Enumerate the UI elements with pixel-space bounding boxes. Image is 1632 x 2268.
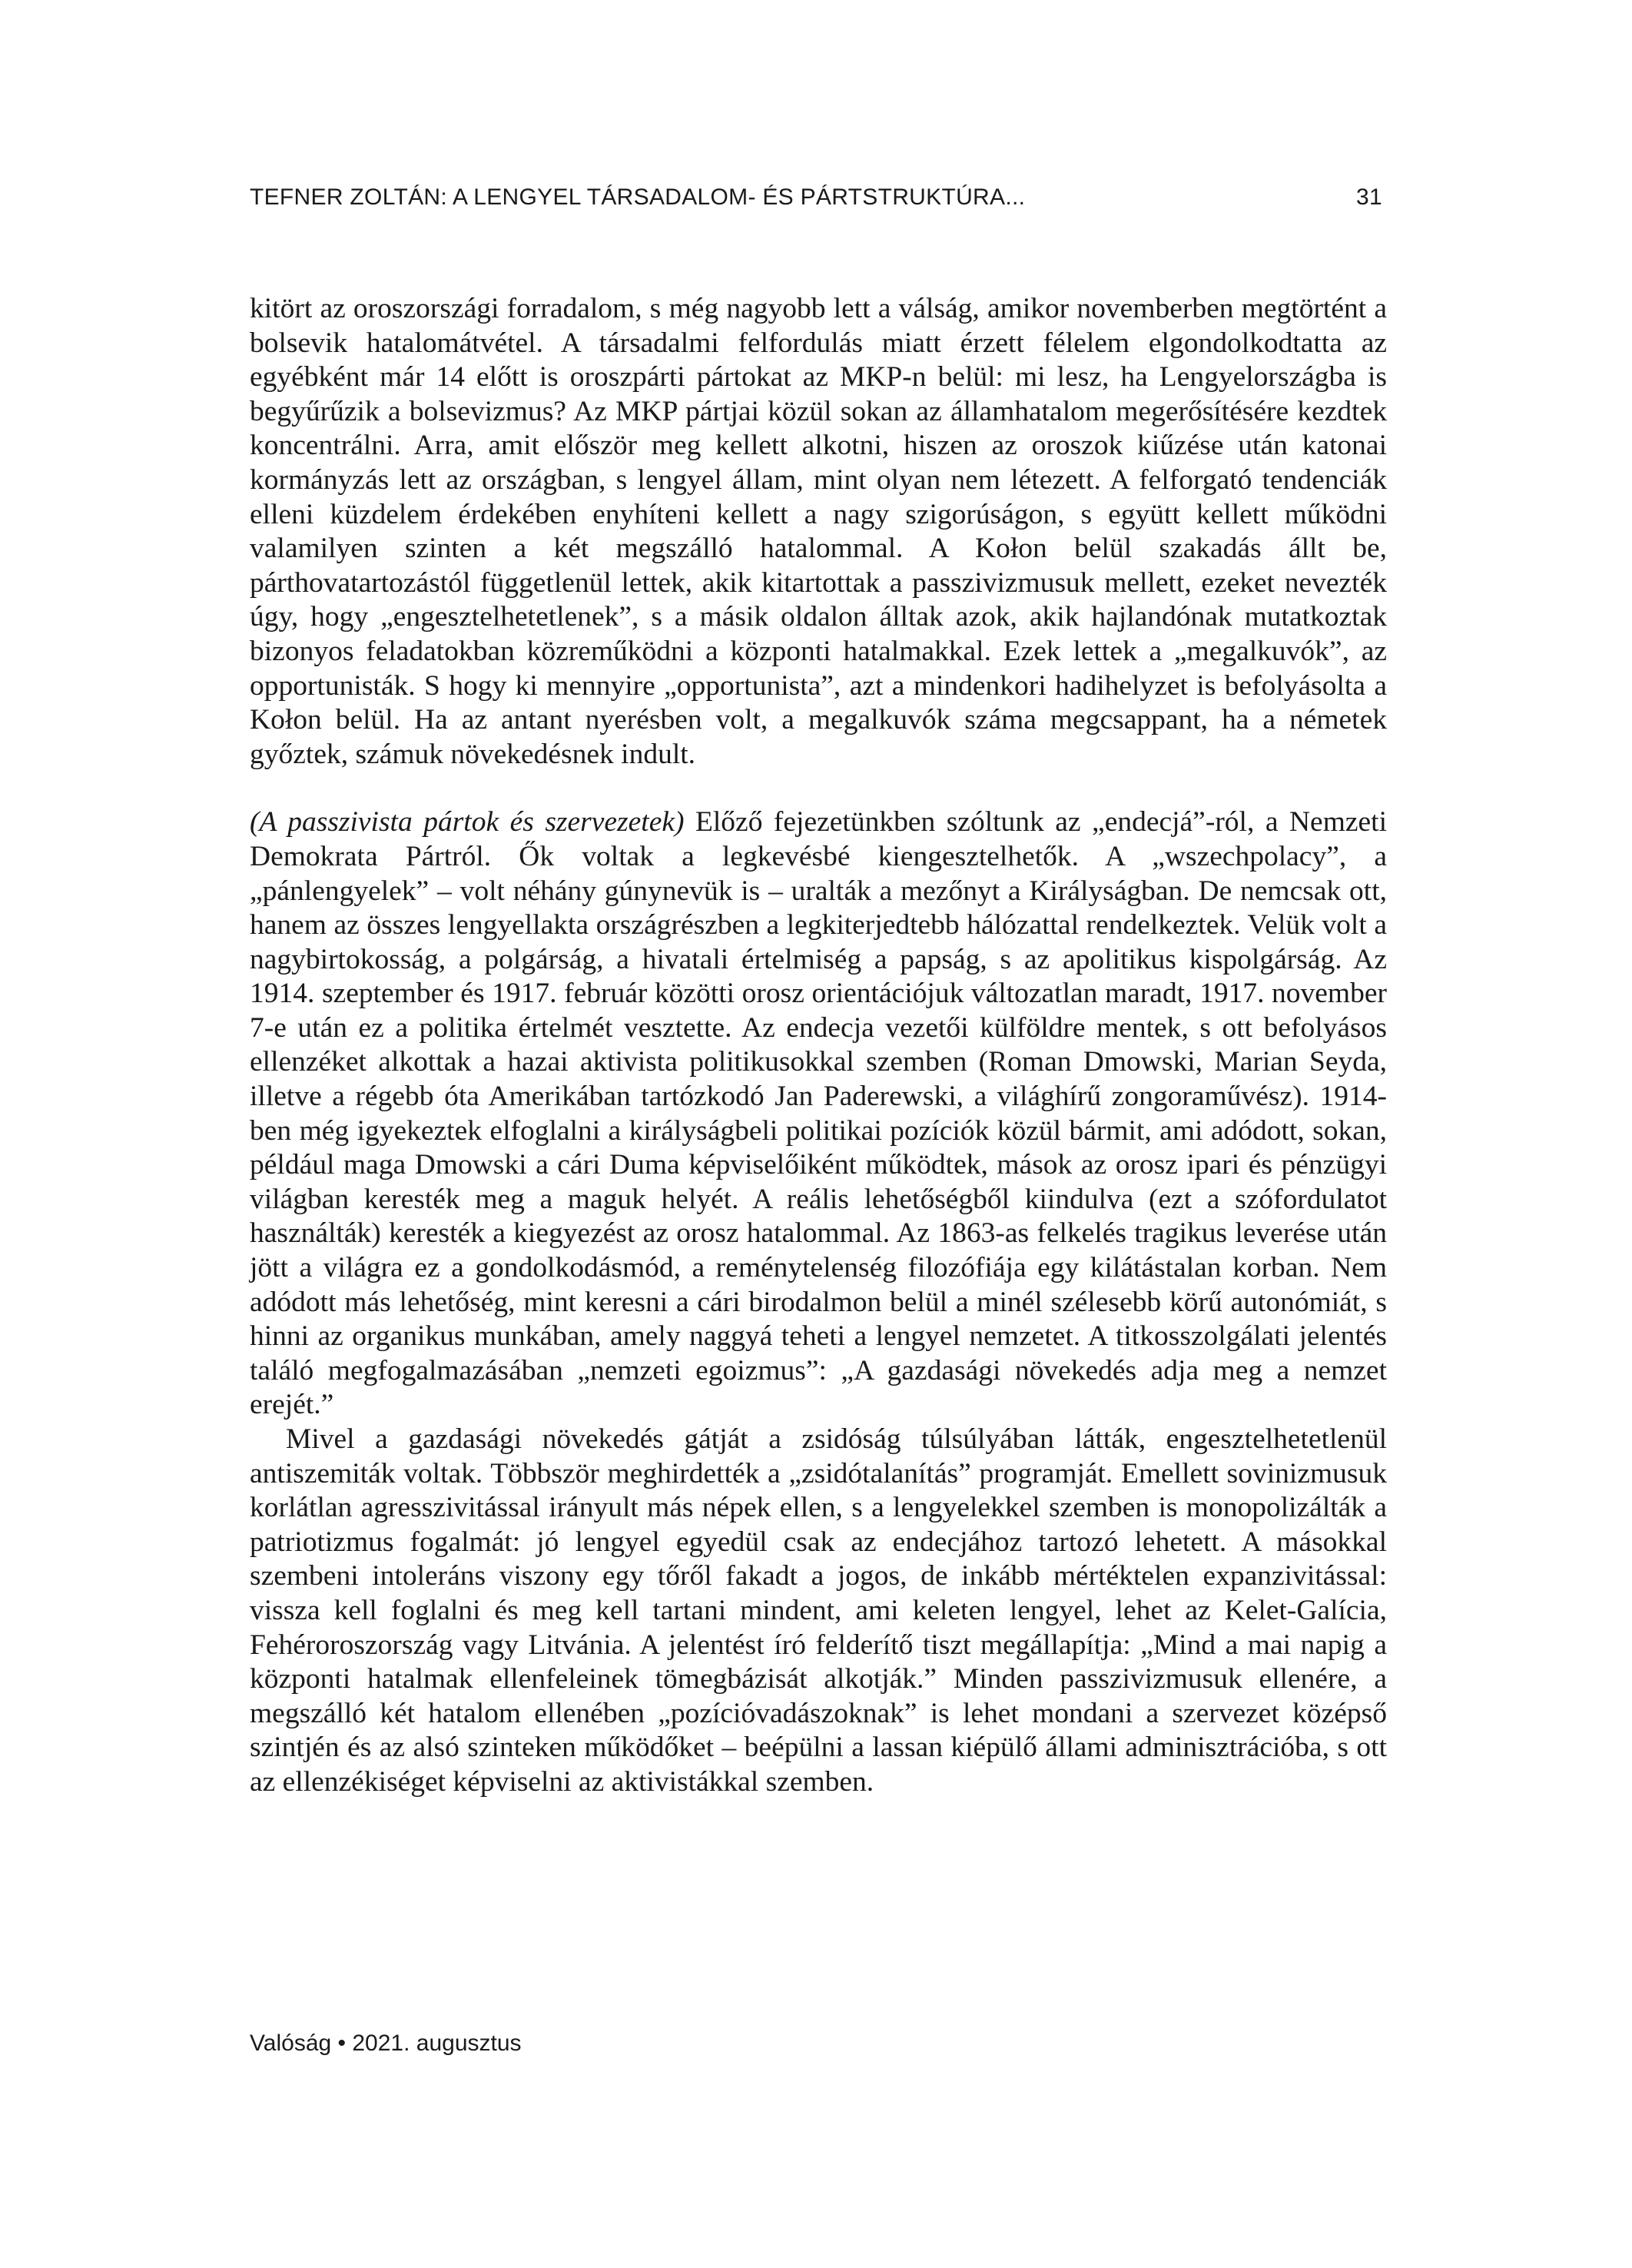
section-heading: (A passzivista pártok és szervezetek) (250, 806, 685, 838)
paragraph: Mivel a gazdasági növekedés gátját a zsidóság túlsúlyában látták, engesztelhetetlenül antiszemiták voltak. Többször meghirdették a „zsidótalanítás” programját. Emellett sovinizmusuk korlátlan agresszivitással irányult más népek ellen, s a lengyelekkel szemben is monopolizálták a patriotizmus fogalmát: jó lengyel egyedül csak az endecjához tartozó lehetett. A másokkal szembeni intoleráns viszony egy tőről fakadt a jogos, de inkább mértéktelen expanzivitással: vissza kell foglalni és meg kell tartani mindent, ami keleten lengyel, lehet az Kelet-Galícia, Fehéroroszország vagy Litvánia. A jelentést író felderítő tiszt megállapítja: „Mind a mai napig a központi hatalmak ellenfeleinek tömegbázisát alkotják.” Minden passzivizmusuk ellenére, a megszálló két hatalom ellenében „pozícióvadászoknak” is lehet mondani a szervezet középső szintjén és az alsó szinteken működőket – beépülni a lassan kiépülő állami adminisztrációba, s ott az ellenzékiséget képviselni az aktivistákkal szemben. (250, 1423, 1387, 1798)
page-number: 31 (1356, 184, 1382, 210)
paragraph-text: Előző fejezetünkben szóltunk az „endecjá”-ról, a Nemzeti Demokrata Pártról. Ők voltak a legkevésbé kiengesztelhetők. A „wszechpolacy”, a „pánlengyelek” – volt néhány gúnynevük is – uralták a mezőnyt a Királyságban. De nemcsak ott, hanem az összes lengyellakta országrészben a legkiterjedtebb hálózattal rendelkeztek. Velük volt a nagybirtokosság, a polgárság, a hivatali értelmiség a papság, s az apolitikus kispolgárság. Az 1914. szeptember és 1917. február közötti orosz orientációjuk változatlan maradt, 1917. november 7-e után ez a politika értelmét vesztette. Az endecja vezetői külföldre mentek, s ott befolyásos ellenzéket alkottak a hazai aktivista politikusokkal szemben (Roman Dmowski, Marian Seyda, illetve a régebb óta Amerikában tartózkodó Jan Paderewski, a világhírű zongoraművész). 1914-ben még igyekeztek elfoglalni a királyságbeli politikai pozíciók közül bármit, ami adódott, sokan, például maga Dmowski a cári Duma képviselőiként működtek, mások az orosz ipari és pénzügyi világban keresték meg a maguk helyét. A reális lehetőségből kiindulva (ezt a szófordulatot használták) keresték a kiegyezést az orosz hatalommal. Az 1863-as felkelés tragikus leverése után jött a világra ez a gondolkodásmód, a reménytelenség filozófiája egy kilátástalan korban. Nem adódott más lehetőség, mint keresni a cári birodalmon belül a minél szélesebb körű autonómiát, s hinni az organikus munkában, amely naggyá teheti a lengyel nemzetet. A titkosszolgálati jelentés találó megfogalmazásában „nemzeti egoizmus”: „A gazdasági növekedés adja meg a nemzet erejét.” (250, 806, 1387, 1421)
running-header (250, 184, 1382, 211)
article-body (250, 292, 1387, 1800)
page-footer: Valóság • 2021. augusztus (250, 2031, 522, 2056)
running-title: TEFNER ZOLTÁN: A LENGYEL TÁRSADALOM- ÉS PÁRTSTRUKTÚRA... (250, 184, 1026, 210)
paragraph (250, 805, 1387, 1423)
paragraph: kitört az oroszországi forradalom, s még nagyobb lett a válság, amikor novemberben megtörtént a bolsevik hatalomátvétel. A társadalmi felfordulás miatt érzett félelem elgondolkodtatta az egyébként már 14 előtt is oroszpárti pártokat az MKP-n belül: mi lesz, ha Lengyelországba is begyűrűzik a bolsevizmus? Az MKP pártjai közül sokan az államhatalom megerősítésére kezdtek koncentrálni. Arra, amit először meg kellett alkotni, hiszen az oroszok kiűzése után katonai kormányzás lett az országban, s lengyel állam, mint olyan nem létezett. A felforgató tendenciák elleni küzdelem érdekében enyhíteni kellett a nagy szigorúságon, s együtt kellett működni valamilyen szinten a két megszálló hatalommal. A Kołon belül szakadás állt be, párthovatartozástól függetlenül lettek, akik kitartottak a passzivizmusuk mellett, ezeket nevezték úgy, hogy „engesztelhetetlenek”, s a másik oldalon álltak azok, akik hajlandónak mutatkoztak bizonyos feladatokban közreműködni a központi hatalmakkal. Ezek lettek a „megalkuvók”, az opportunisták. S hogy ki mennyire „opportunista”, azt a mindenkori hadihelyzet is befolyásolta a Kołon belül. Ha az antant nyerésben volt, a megalkuvók száma megcsappant, ha a németek győztek, számuk növekedésnek indult. (250, 293, 1387, 770)
